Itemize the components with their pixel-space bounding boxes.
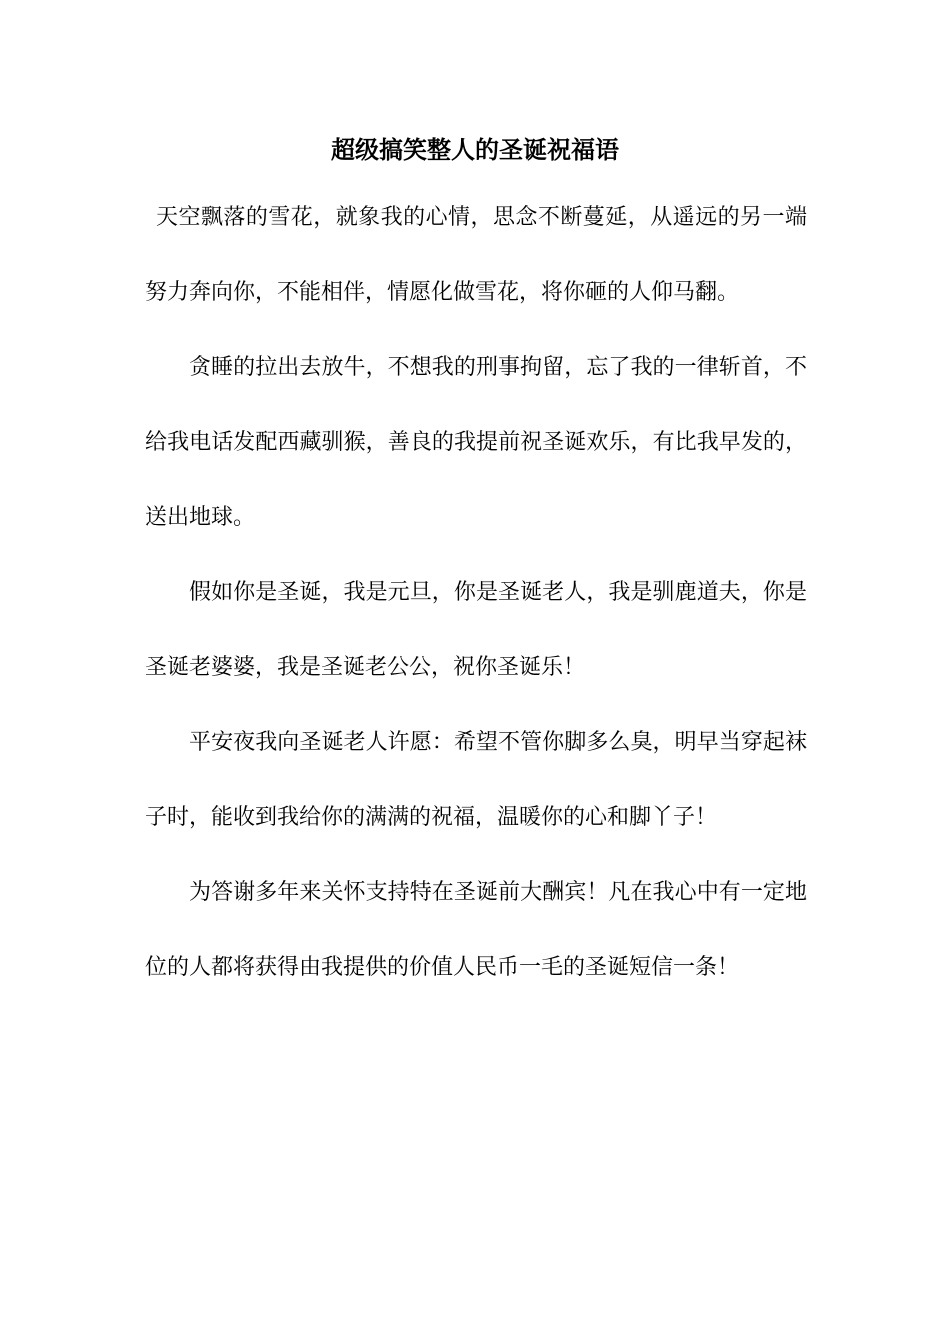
paragraph-4: 平安夜我向圣诞老人许愿：希望不管你脚多么臭，明早当穿起袜子时，能收到我给你的满满的祝福，温暖你的心和脚丫子！ (145, 730, 807, 830)
paragraph-5: 为答谢多年来关怀支持特在圣诞前大酬宾！凡在我心中有一定地位的人都将获得由我提供的价值人民币一毛的圣诞短信一条！ (145, 880, 807, 980)
paragraph-1: 天空飘落的雪花，就象我的心情，思念不断蔓延，从遥远的另一端努力奔向你，不能相伴，情愿化做雪花，将你砸的人仰马翻。 (145, 205, 807, 305)
document-title: 超级搞笑整人的圣诞祝福语 (331, 135, 619, 164)
document-body (145, 180, 807, 1005)
paragraph-3: 假如你是圣诞，我是元旦，你是圣诞老人，我是驯鹿道夫，你是圣诞老婆婆，我是圣诞老公公，祝你圣诞乐！ (145, 580, 807, 680)
paragraph-2: 贪睡的拉出去放牛，不想我的刑事拘留，忘了我的一律斩首，不给我电话发配西藏驯猴，善良的我提前祝圣诞欢乐，有比我早发的，送出地球。 (145, 355, 807, 530)
